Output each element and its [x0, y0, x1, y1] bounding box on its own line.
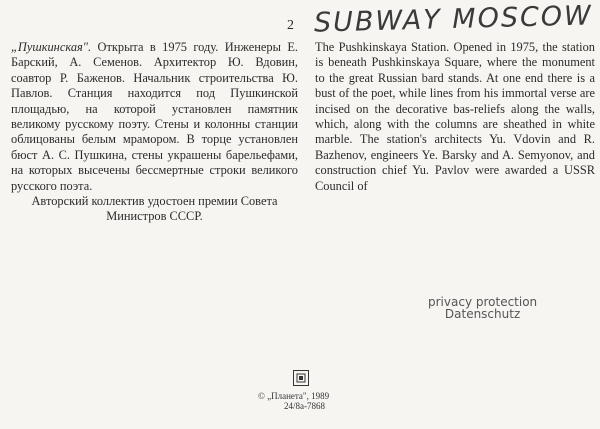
- russian-station-title: „Пушкинская".: [11, 40, 92, 54]
- english-body: The Pushkinskaya Station. Opened in 1975, the station is beneath Pushkinskaya Square, where the monument to the great Russian bard stands. At one end there is a bust of the poet, while lines from his immortal verse are incised on the decorative bas-reliefs along the walls, which, along with the columns are sheathed in white marble. The station's architects Yu. Vdovin and R. Bazhenov, engineers Ye. Barsky and A. Semyonov, and construction chief Yu. Pavlov were awarded a USSR Council of: [315, 40, 595, 193]
- publisher-footer: [258, 391, 329, 411]
- russian-column: [11, 40, 298, 225]
- english-clip: [315, 40, 595, 220]
- russian-body: Открыта в 1975 году. Инженеры Е. Барский, А. Семенов. Архитектор Ю. Вдовин, соавтор Р. Баженов. Начальник строительства Ю. Павлов. Станция находится под Пушкинской площадью, на которой установлен памятник великому русскому поэту. Стены и колонны станции облицованы белым мрамором. В торце установлен бюст А. С. Пушкина, стены украшены барельефами, на которых высечены бессмертные строки великого русского поэта.: [11, 40, 298, 193]
- russian-paragraph: [11, 40, 298, 194]
- privacy-watermark: [428, 296, 537, 320]
- russian-credits: Авторский коллектив удостоен премии Совета Министров СССР.: [31, 194, 278, 224]
- publisher-copyright: © „Планета", 1989: [258, 391, 330, 401]
- publisher-logo: [293, 370, 309, 386]
- handwritten-note: SUBWAY MOSCOW: [313, 0, 594, 39]
- watermark-line-2: Datenschutz: [444, 307, 521, 321]
- watermark-line-1: privacy protection: [428, 295, 538, 309]
- page-number: 2: [287, 18, 294, 33]
- publisher-code: 24/8а-7868: [284, 401, 325, 411]
- publisher-logo-icon: [296, 373, 306, 383]
- english-column: [315, 40, 595, 220]
